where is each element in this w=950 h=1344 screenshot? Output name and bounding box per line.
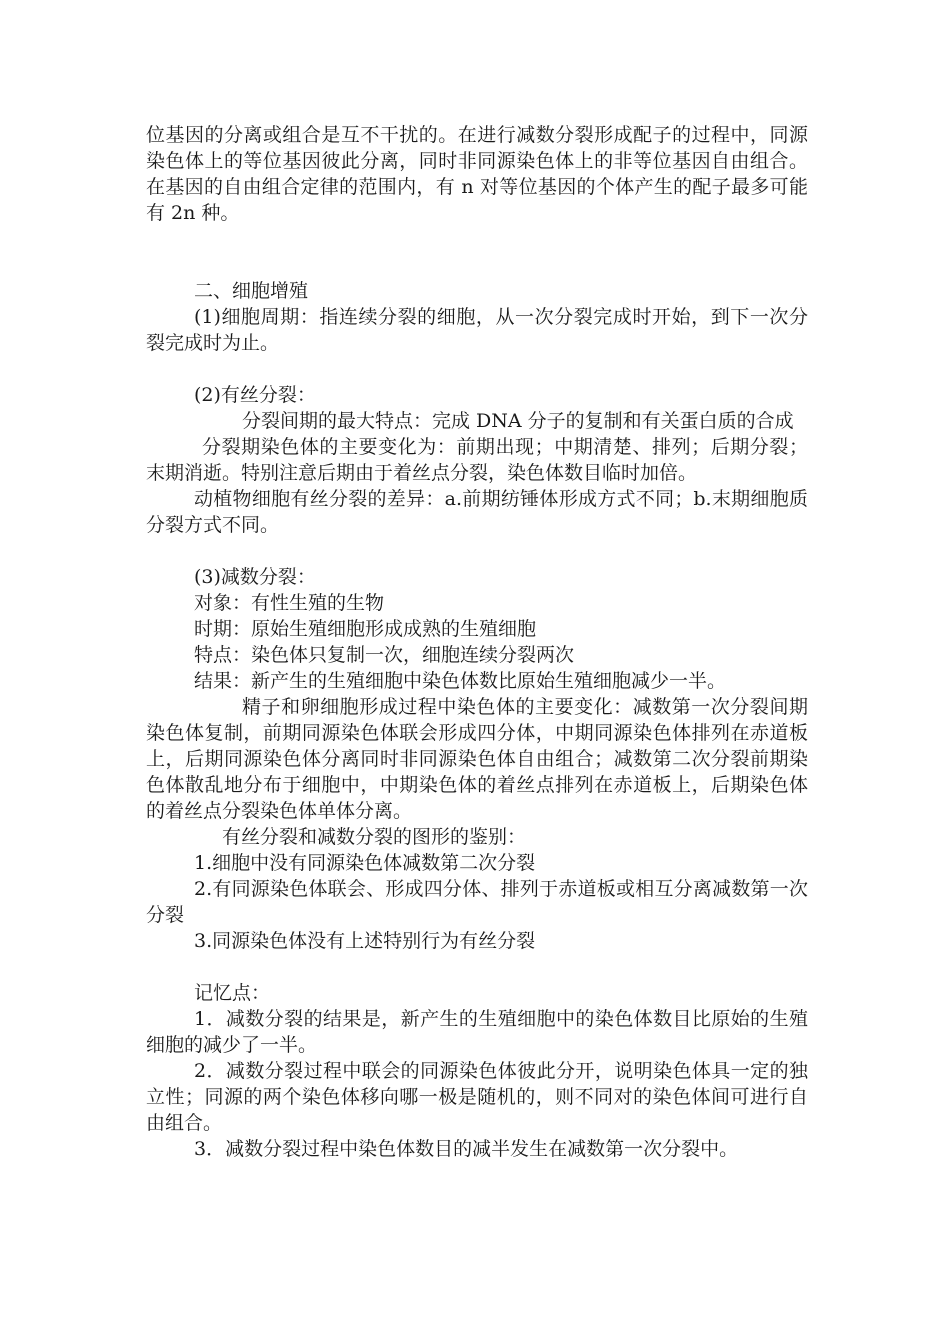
spacer (146, 226, 808, 278)
identify-item-2: 2.有同源染色体联会、形成四分体、排列于赤道板或相互分离减数第一次分裂 (146, 878, 808, 926)
interphase-paragraph: 分裂间期的最大特点：完成 DNA 分子的复制和有关蛋白质的合成 (242, 410, 794, 432)
meiosis-result: 结果：新产生的生殖细胞中染色体数比原始生殖细胞减少一半。 (194, 670, 727, 692)
chromosome-changes-paragraph: 分裂期染色体的主要变化为：前期出现；中期清楚、排列；后期分裂；末期消逝。特别注意后期由于着丝点分裂，染色体数目临时加倍。 (146, 436, 808, 484)
identify-item-3: 3.同源染色体没有上述特别行为有丝分裂 (194, 930, 536, 952)
spacer (146, 356, 808, 382)
meiosis-feature: 特点：染色体只复制一次，细胞连续分裂两次 (194, 644, 575, 666)
mitosis-heading: (2)有丝分裂： (194, 384, 316, 406)
identify-item-1: 1.细胞中没有同源染色体减数第二次分裂 (194, 852, 536, 874)
cell-cycle-paragraph: (1)细胞周期：指连续分裂的细胞，从一次分裂完成时开始，到下一次分裂完成时为止。 (146, 306, 808, 354)
identify-heading: 有丝分裂和减数分裂的图形的鉴别： (222, 826, 527, 848)
gamete-changes-paragraph: 精子和卵细胞形成过程中染色体的主要变化：减数第一次分裂间期染色体复制，前期同源染色体联会形成四分体，中期同源染色体排列在赤道板上，后期同源染色体分离同时非同源染色体自由组合；减数第二次分裂前期染色体散乱地分布于细胞中，中期染色体的着丝点排列在赤道板上，后期染色体的着丝点分裂染色体单体分离。 (146, 696, 808, 822)
meiosis-object: 对象：有性生殖的生物 (194, 592, 385, 614)
meiosis-period: 时期：原始生殖细胞形成成熟的生殖细胞 (194, 618, 537, 640)
plant-animal-diff-paragraph: 动植物细胞有丝分裂的差异：a.前期纺锤体形成方式不同；b.末期细胞质分裂方式不同。 (146, 488, 808, 536)
spacer (146, 538, 808, 564)
spacer (146, 954, 808, 980)
memory-point-1: 1．减数分裂的结果是，新产生的生殖细胞中的染色体数目比原始的生殖细胞的减少了一半。 (146, 1008, 808, 1056)
document-page (146, 122, 808, 1162)
memory-heading: 记忆点： (194, 982, 271, 1004)
meiosis-heading: (3)减数分裂： (194, 566, 316, 588)
section-heading: 二、细胞增殖 (194, 280, 309, 302)
memory-point-2: 2．减数分裂过程中联会的同源染色体彼此分开，说明染色体具一定的独立性；同源的两个染色体移向哪一极是随机的，则不同对的染色体间可进行自由组合。 (146, 1060, 808, 1134)
intro-paragraph: 位基因的分离或组合是互不干扰的。在进行减数分裂形成配子的过程中，同源染色体上的等位基因彼此分离，同时非同源染色体上的非等位基因自由组合。在基因的自由组合定律的范围内，有 n 对等位基因的个体产生的配子最多可能有 2n 种。 (146, 124, 808, 224)
memory-point-3: 3．减数分裂过程中染色体数目的减半发生在减数第一次分裂中。 (194, 1138, 739, 1160)
